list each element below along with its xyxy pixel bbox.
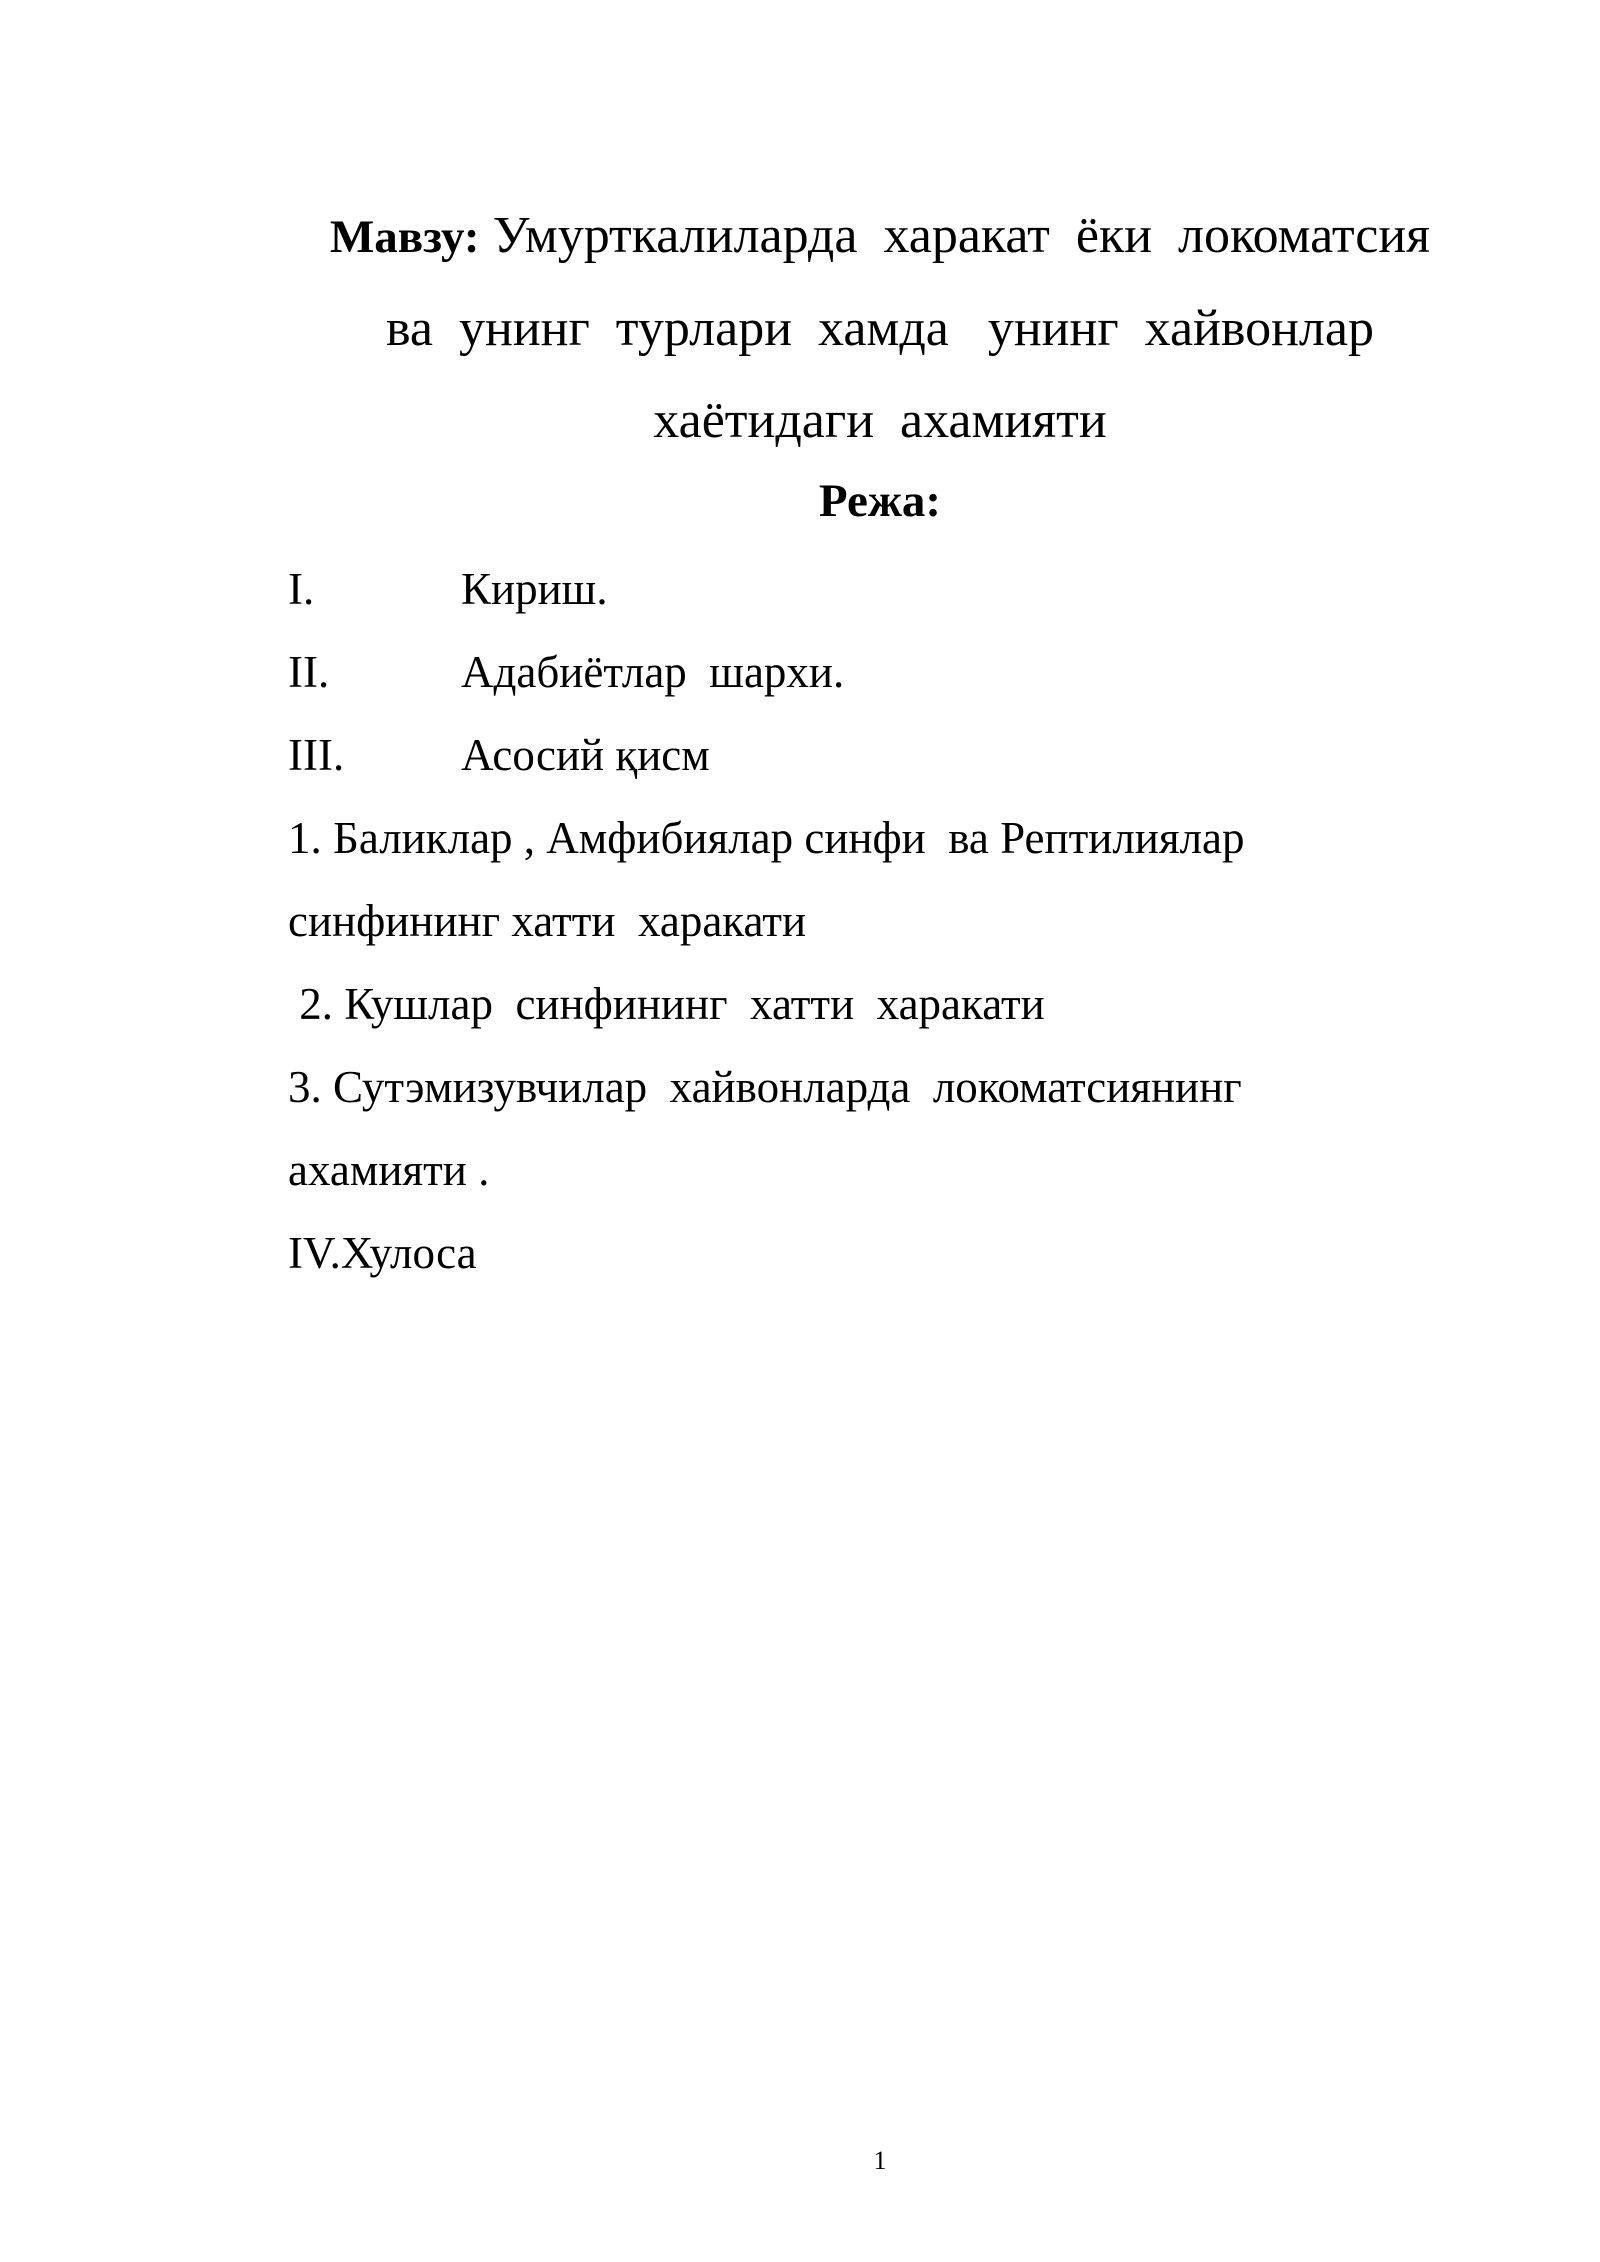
subsection-1-line-1: 1. Баликлар , Амфибиялар синфи ва Рептилиялар [288, 813, 1245, 863]
section-numeral-3: III. [288, 730, 345, 780]
section-text-1: Кириш. [461, 564, 608, 614]
subsection-3-line-1: 3. Сутэмизувчилар хайвонларда локоматсиянинг [288, 1062, 1242, 1112]
section-text-3: Асосий қисм [461, 730, 710, 780]
section-text-2: Адабиётлар шархи. [461, 647, 845, 697]
subsection-2-line-1: 2. Кушлар синфининг хатти харакати [288, 979, 1045, 1029]
topic-title-text-1: Умурткалиларда харакат ёки локоматсия [479, 207, 1431, 264]
topic-title-line-3: хаётидаги ахамияти [653, 392, 1107, 449]
section-numeral-1: I. [288, 564, 315, 614]
topic-title-line-1 [280, 190, 1480, 283]
topic-title [280, 190, 1480, 467]
subsection-3-line-2: ахамияти . [288, 1145, 490, 1195]
topic-label: Мавзу: [329, 211, 480, 263]
conclusion-line: IV.Хулоса [288, 1228, 477, 1278]
topic-title-line-2: ва унинг турлари хамда унинг хайвонлар [386, 300, 1374, 357]
page-number: 1 [873, 2146, 887, 2175]
subsection-1-line-2: синфининг хатти харакати [288, 896, 807, 946]
plan-heading: Режа: [818, 475, 942, 527]
section-numeral-2: II. [288, 647, 330, 697]
